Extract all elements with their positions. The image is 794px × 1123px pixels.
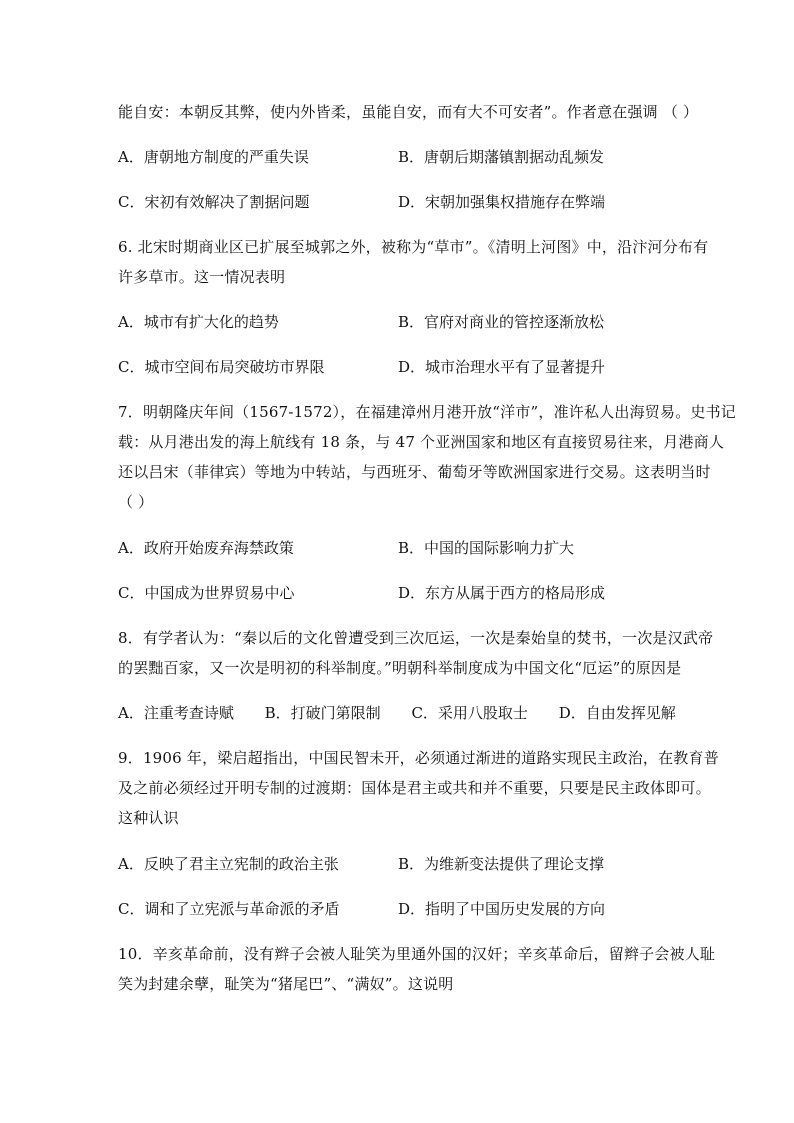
q9-option-b: B．为维新变法提供了理论支撑 xyxy=(398,855,605,873)
q9-option-a: A．反映了君主立宪制的政治主张 xyxy=(118,855,339,873)
q6-option-d: D．城市治理水平有了显著提升 xyxy=(398,358,606,376)
q7-stem-line-3: 还以吕宋（菲律宾）等地为中转站，与西班牙、葡萄牙等欧洲国家进行交易。这表明当时 xyxy=(118,463,711,481)
q9-stem-line-1: 9．1906 年，梁启超指出，中国民智未开，必须通过渐进的道路实现民主政治，在教育普 xyxy=(118,749,719,767)
q8-option-c: C．采用八股取士 xyxy=(411,704,528,722)
q7-stem-line-4: （ ） xyxy=(118,493,154,511)
q7-option-b: B．中国的国际影响力扩大 xyxy=(398,539,575,557)
q8-stem-line-1: 8．有学者认为：“秦以后的文化曾遭受到三次厄运，一次是秦始皇的焚书，一次是汉武帝 xyxy=(118,629,714,647)
q5-option-a: A．唐朝地方制度的严重失误 xyxy=(118,148,309,166)
q7-option-a: A．政府开始废弃海禁政策 xyxy=(118,539,294,557)
q6-option-c: C．城市空间布局突破坊市界限 xyxy=(118,358,325,376)
q7-stem-line-1: 7．明朝隆庆年间（1567-1572），在福建漳州月港开放“洋市”，准许私人出海贸易。史书记 xyxy=(118,403,736,421)
q8-option-a: A．注重考查诗赋 xyxy=(118,704,234,722)
q10-stem-line-1: 10．辛亥革命前，没有辫子会被人耻笑为里通外国的汉奸；辛亥革命后，留辫子会被人耻 xyxy=(118,945,716,963)
q8-stem-line-2: 的罢黜百家，又一次是明初的科举制度。”明朝科举制度成为中国文化“厄运”的原因是 xyxy=(118,659,682,677)
q7-option-d: D．东方从属于西方的格局形成 xyxy=(398,584,606,602)
q5-stem-tail: 能自安：本朝反其弊，使内外皆柔，虽能自安，而有大不可安者”。作者意在强调 （ ） xyxy=(118,103,699,121)
q5-option-d: D．宋朝加强集权措施存在弊端 xyxy=(398,193,606,211)
q9-option-c: C．调和了立宪派与革命派的矛盾 xyxy=(118,900,340,918)
q6-stem-line-1: 6. 北宋时期商业区已扩展至城郭之外，被称为“草市”。《清明上河图》中，沿汴河分布有 xyxy=(118,238,709,256)
q8-options-row xyxy=(118,702,702,724)
q8-option-b: B．打破门第限制 xyxy=(264,704,381,722)
q9-stem-line-2: 及之前必须经过开明专制的过渡期：国体是君主或共和并不重要，只要是民主政体即可。 xyxy=(118,779,711,797)
q9-stem-line-3: 这种认识 xyxy=(118,809,179,827)
q8-option-d: D．自由发挥见解 xyxy=(558,704,676,722)
q7-option-c: C．中国成为世界贸易中心 xyxy=(118,584,295,602)
q6-option-b: B．官府对商业的管控逐渐放松 xyxy=(398,313,605,331)
q9-option-d: D．指明了中国历史发展的方向 xyxy=(398,900,606,918)
q5-option-b: B．唐朝后期藩镇割据动乱频发 xyxy=(398,148,605,166)
q5-option-c: C．宋初有效解决了割据问题 xyxy=(118,193,310,211)
q7-stem-line-2: 载：从月港出发的海上航线有 18 条，与 47 个亚洲国家和地区有直接贸易往来，月港商人 xyxy=(118,433,725,451)
q10-stem-line-2: 笑为封建余孽，耻笑为“猪尾巴”、“满奴”。这说明 xyxy=(118,975,454,993)
q6-stem-line-2: 许多草市。这一情况表明 xyxy=(118,268,286,286)
q6-option-a: A．城市有扩大化的趋势 xyxy=(118,313,279,331)
